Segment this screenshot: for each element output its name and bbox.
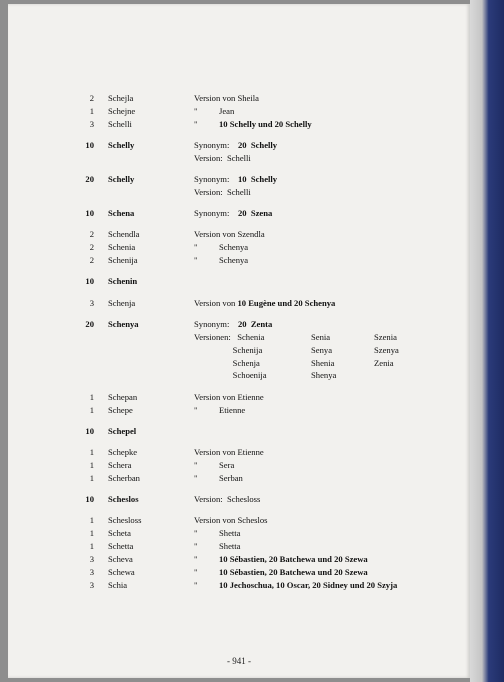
entry-count: 1 (89, 528, 94, 538)
entry-row (8, 492, 470, 506)
entry-count: 1 (89, 472, 94, 483)
entry-description: Version: Schelli (194, 152, 251, 163)
entry-name: Schepe (108, 404, 133, 415)
entry-description: " Shetta (194, 528, 241, 538)
entry-name: Schia (108, 579, 128, 590)
entry-row (8, 172, 470, 186)
page-number: - 941 - (227, 656, 251, 666)
entry-description: Versionen: Schenia (194, 331, 265, 342)
entry-row (8, 185, 470, 199)
book-spine-edge (470, 0, 504, 682)
entry-count: 1 (89, 446, 94, 457)
entry-row (8, 227, 470, 241)
entry-row (8, 578, 470, 592)
entry-row (8, 565, 470, 579)
entry-row (8, 552, 470, 566)
entry-version-col2: Shenya (311, 370, 337, 381)
entry-row (8, 104, 470, 118)
entry-row (8, 390, 470, 404)
entry-count: 2 (89, 242, 94, 253)
entry-name: Schejla (108, 93, 134, 103)
entry-row (8, 471, 470, 485)
entry-count: 10 (85, 140, 94, 150)
entry-row (8, 368, 470, 382)
entry-description: Version von Etienne (194, 446, 264, 457)
entry-description: " Shetta (194, 540, 241, 551)
entry-count: 1 (89, 459, 94, 470)
entry-name: Scherban (108, 472, 140, 483)
entry-name: Schejne (108, 105, 136, 116)
entry-name: Schelly (108, 140, 135, 150)
entry-count: 1 (89, 540, 94, 551)
entry-row (8, 151, 470, 165)
entry-count: 10 (85, 425, 94, 436)
entry-description: Version von 10 Eugène und 20 Schenya (194, 297, 336, 308)
entry-row (8, 253, 470, 267)
entry-row (8, 138, 470, 152)
entry-row (8, 526, 470, 540)
entry-version-col3: Szenia (374, 331, 397, 342)
entry-name: Scheta (108, 528, 131, 538)
entry-name: Schera (108, 459, 132, 470)
entry-row (8, 117, 470, 131)
entry-count: 3 (89, 566, 94, 577)
entry-count: 1 (89, 404, 94, 415)
entry-row (8, 296, 470, 310)
entry-name: Schenia (108, 242, 136, 253)
entry-description: " 10 Jechoschua, 10 Oscar, 20 Sidney und 20 Szyja (194, 579, 398, 590)
entry-description: " 10 Sébastien, 20 Batchewa und 20 Szewa (194, 566, 368, 577)
document-page (8, 4, 470, 678)
entry-count: 20 (85, 174, 94, 185)
entry-name: Schesloss (108, 515, 142, 526)
entry-description: Synonym: 20 Zenta (194, 318, 273, 329)
entry-row (8, 343, 470, 357)
entry-description: " Serban (194, 472, 243, 483)
entry-row (8, 424, 470, 438)
entry-version-col2: Senya (311, 344, 333, 355)
entry-row (8, 330, 470, 344)
entry-description: Schenja (194, 357, 260, 368)
entry-name: Schenin (108, 276, 138, 287)
entry-description: Synonym: 10 Schelly (194, 174, 278, 185)
entry-row (8, 91, 470, 105)
entry-count: 2 (89, 255, 94, 266)
entry-row (8, 356, 470, 370)
entry-description: " 10 Schelly und 20 Schelly (194, 118, 312, 129)
entry-count: 1 (89, 391, 94, 402)
entry-version-col2: Shenia (311, 357, 335, 368)
entry-description: " Schenya (194, 242, 249, 253)
entry-description: Version von Szendla (194, 229, 265, 240)
entry-description: " 10 Sébastien, 20 Batchewa und 20 Szewa (194, 553, 368, 564)
entry-count: 3 (89, 297, 94, 308)
entry-version-col3: Szenya (374, 344, 399, 355)
entry-description: " Etienne (194, 404, 246, 415)
entry-row (8, 513, 470, 527)
entry-name: Schenya (108, 318, 139, 329)
entry-row (8, 240, 470, 254)
entry-row (8, 317, 470, 331)
entry-count: 10 (85, 276, 94, 287)
entry-description: Version von Etienne (194, 391, 264, 402)
entry-count: 10 (85, 208, 94, 219)
entry-description: " Jean (194, 105, 235, 116)
entry-row (8, 445, 470, 459)
entry-count: 1 (89, 105, 94, 116)
entry-description: Schoenija (194, 370, 267, 381)
entry-count: 3 (89, 118, 94, 129)
entry-name: Schepel (108, 425, 137, 436)
entry-count: 10 (85, 493, 94, 504)
entry-name: Schetta (108, 540, 134, 551)
entry-name: Schenja (108, 297, 136, 308)
entry-count: 3 (89, 579, 94, 590)
entry-version-col2: Senia (311, 331, 331, 342)
entry-count: 1 (89, 515, 94, 526)
entry-description: Version: Schesloss (194, 493, 261, 504)
entry-name: Schenija (108, 255, 138, 266)
entry-name: Schendla (108, 229, 140, 240)
entry-row (8, 539, 470, 553)
entry-description: Version von Sheila (194, 93, 259, 103)
entry-name: Scheva (108, 553, 133, 564)
entry-name: Schewa (108, 566, 135, 577)
entry-description: Version von Scheslos (194, 515, 268, 526)
entry-row (8, 274, 470, 288)
entry-row (8, 458, 470, 472)
entry-description: " Sera (194, 459, 235, 470)
entry-version-col3: Zenia (374, 357, 394, 368)
entry-name: Schelly (108, 174, 135, 185)
entry-name: Schena (108, 208, 135, 219)
entry-count: 3 (89, 553, 94, 564)
entry-count: 2 (89, 93, 94, 103)
entry-description: Synonym: 20 Schelly (194, 140, 278, 150)
entry-row (8, 403, 470, 417)
entry-count: 20 (85, 318, 94, 329)
entry-description: Version: Schelli (194, 187, 251, 197)
entry-name: Schepke (108, 446, 138, 457)
entry-description: " Schenya (194, 255, 249, 266)
entry-name: Scheslos (108, 493, 139, 504)
entry-count: 2 (89, 229, 94, 240)
entry-name: Schepan (108, 391, 138, 402)
entry-description: Schenija (194, 344, 263, 355)
entry-name: Schelli (108, 118, 132, 129)
entry-row (8, 206, 470, 220)
entry-description: Synonym: 20 Szena (194, 208, 273, 219)
